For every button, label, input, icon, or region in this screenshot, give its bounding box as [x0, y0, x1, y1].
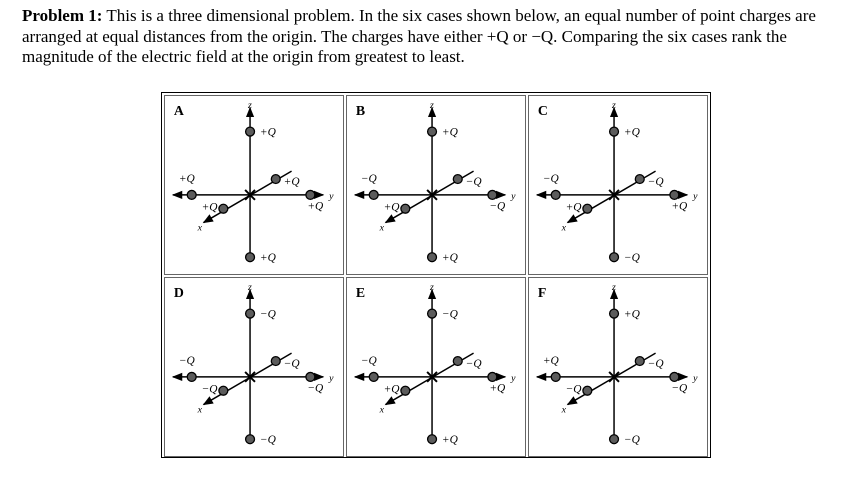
charge-top-label: +Q	[623, 126, 640, 139]
charge-bottom-label: +Q	[441, 434, 458, 447]
charge-back-label: −Q	[647, 176, 664, 188]
case-panel-f	[528, 277, 708, 457]
charge-left-label: −Q	[542, 173, 559, 186]
problem-body: This is a three dimensional problem. In the six cases shown below, an equal number of point charges are arranged at equal distances from the origin. The charges have either +Q or −Q. Comparing the six cases rank the magnitude of the electric field at the origin from greatest to least.	[22, 6, 816, 66]
charge-top	[428, 127, 437, 136]
charge-top	[246, 127, 255, 136]
charge-left	[369, 372, 378, 381]
charge-left-label: −Q	[360, 355, 377, 368]
charge-right	[488, 372, 497, 381]
charge-front-label: +Q	[383, 201, 400, 214]
charge-right-label: +Q	[307, 200, 324, 213]
z-axis-label: z	[248, 99, 252, 111]
charge-left	[369, 190, 378, 199]
charge-front	[401, 386, 410, 395]
z-axis-label: z	[430, 99, 434, 111]
charge-left	[187, 372, 196, 381]
charge-front	[583, 386, 592, 395]
charge-left	[187, 190, 196, 199]
charge-right	[670, 190, 679, 199]
charge-top-label: −Q	[441, 308, 458, 321]
charge-left-label: −Q	[178, 355, 195, 368]
y-axis-label: y	[329, 372, 334, 384]
charge-front	[583, 204, 592, 213]
z-axis-label: z	[248, 281, 252, 293]
charge-bottom-label: −Q	[623, 434, 640, 447]
charge-left-label: −Q	[360, 173, 377, 186]
charge-right	[488, 190, 497, 199]
y-axis-label: y	[511, 372, 516, 384]
charge-front	[219, 386, 228, 395]
x-axis-label: x	[561, 222, 567, 234]
y-axis-label: y	[329, 190, 334, 202]
charge-back	[271, 357, 280, 366]
case-label: E	[355, 284, 366, 300]
charge-front-label: −Q	[565, 383, 582, 396]
charge-front-label: +Q	[383, 383, 400, 396]
charge-bottom	[246, 435, 255, 444]
z-axis-label: z	[430, 281, 434, 293]
charge-top	[428, 309, 437, 318]
case-panel-e	[346, 277, 526, 457]
charge-left	[551, 372, 560, 381]
charge-back	[453, 175, 462, 184]
y-axis-label: y	[693, 372, 698, 384]
charge-top-label: +Q	[259, 126, 276, 139]
charge-back	[635, 175, 644, 184]
case-label: F	[537, 284, 547, 300]
problem-statement	[22, 6, 842, 68]
case-panel-a	[164, 95, 344, 275]
charge-front	[219, 204, 228, 213]
problem-heading: Problem 1:	[22, 6, 103, 25]
charge-bottom-label: +Q	[441, 252, 458, 265]
case-panel-b	[346, 95, 526, 275]
charge-front-label: +Q	[565, 201, 582, 214]
charge-top-label: −Q	[259, 308, 276, 321]
x-axis-label: x	[561, 404, 567, 416]
charge-top	[610, 127, 619, 136]
charge-top	[246, 309, 255, 318]
charge-back-label: +Q	[283, 176, 300, 188]
charge-back-label: −Q	[465, 176, 482, 188]
charge-left	[551, 190, 560, 199]
x-axis-label: x	[197, 404, 203, 416]
charge-front-label: +Q	[201, 201, 218, 214]
charge-right-label: −Q	[489, 200, 506, 213]
charge-bottom-label: −Q	[259, 434, 276, 447]
case-label: C	[537, 102, 548, 118]
case-panel-d	[164, 277, 344, 457]
charge-right-label: +Q	[671, 200, 688, 213]
charge-front-label: −Q	[201, 383, 218, 396]
charge-back	[635, 357, 644, 366]
charge-right	[306, 190, 315, 199]
z-axis-label: z	[612, 99, 616, 111]
charge-left-label: +Q	[178, 173, 195, 186]
charge-back	[453, 357, 462, 366]
charge-top	[610, 309, 619, 318]
charge-back	[271, 175, 280, 184]
x-axis-label: x	[379, 222, 385, 234]
charge-bottom	[428, 253, 437, 262]
charge-bottom	[610, 435, 619, 444]
cases-grid	[161, 92, 711, 458]
charge-bottom-label: −Q	[623, 252, 640, 265]
charge-right-label: +Q	[489, 382, 506, 395]
charge-bottom-label: +Q	[259, 252, 276, 265]
charge-top-label: +Q	[623, 308, 640, 321]
charge-bottom	[428, 435, 437, 444]
charge-right	[670, 372, 679, 381]
case-label: D	[173, 284, 184, 300]
case-panel-c	[528, 95, 708, 275]
x-axis-label: x	[197, 222, 203, 234]
charge-back-label: −Q	[647, 358, 664, 370]
charge-bottom	[246, 253, 255, 262]
x-axis-label: x	[379, 404, 385, 416]
charge-left-label: +Q	[542, 355, 559, 368]
case-label: B	[355, 102, 366, 118]
charge-front	[401, 204, 410, 213]
z-axis-label: z	[612, 281, 616, 293]
y-axis-label: y	[693, 190, 698, 202]
charge-right	[306, 372, 315, 381]
charge-bottom	[610, 253, 619, 262]
case-label: A	[173, 102, 184, 118]
charge-back-label: −Q	[283, 358, 300, 370]
charge-back-label: −Q	[465, 358, 482, 370]
charge-right-label: −Q	[671, 382, 688, 395]
charge-right-label: −Q	[307, 382, 324, 395]
y-axis-label: y	[511, 190, 516, 202]
charge-top-label: +Q	[441, 126, 458, 139]
